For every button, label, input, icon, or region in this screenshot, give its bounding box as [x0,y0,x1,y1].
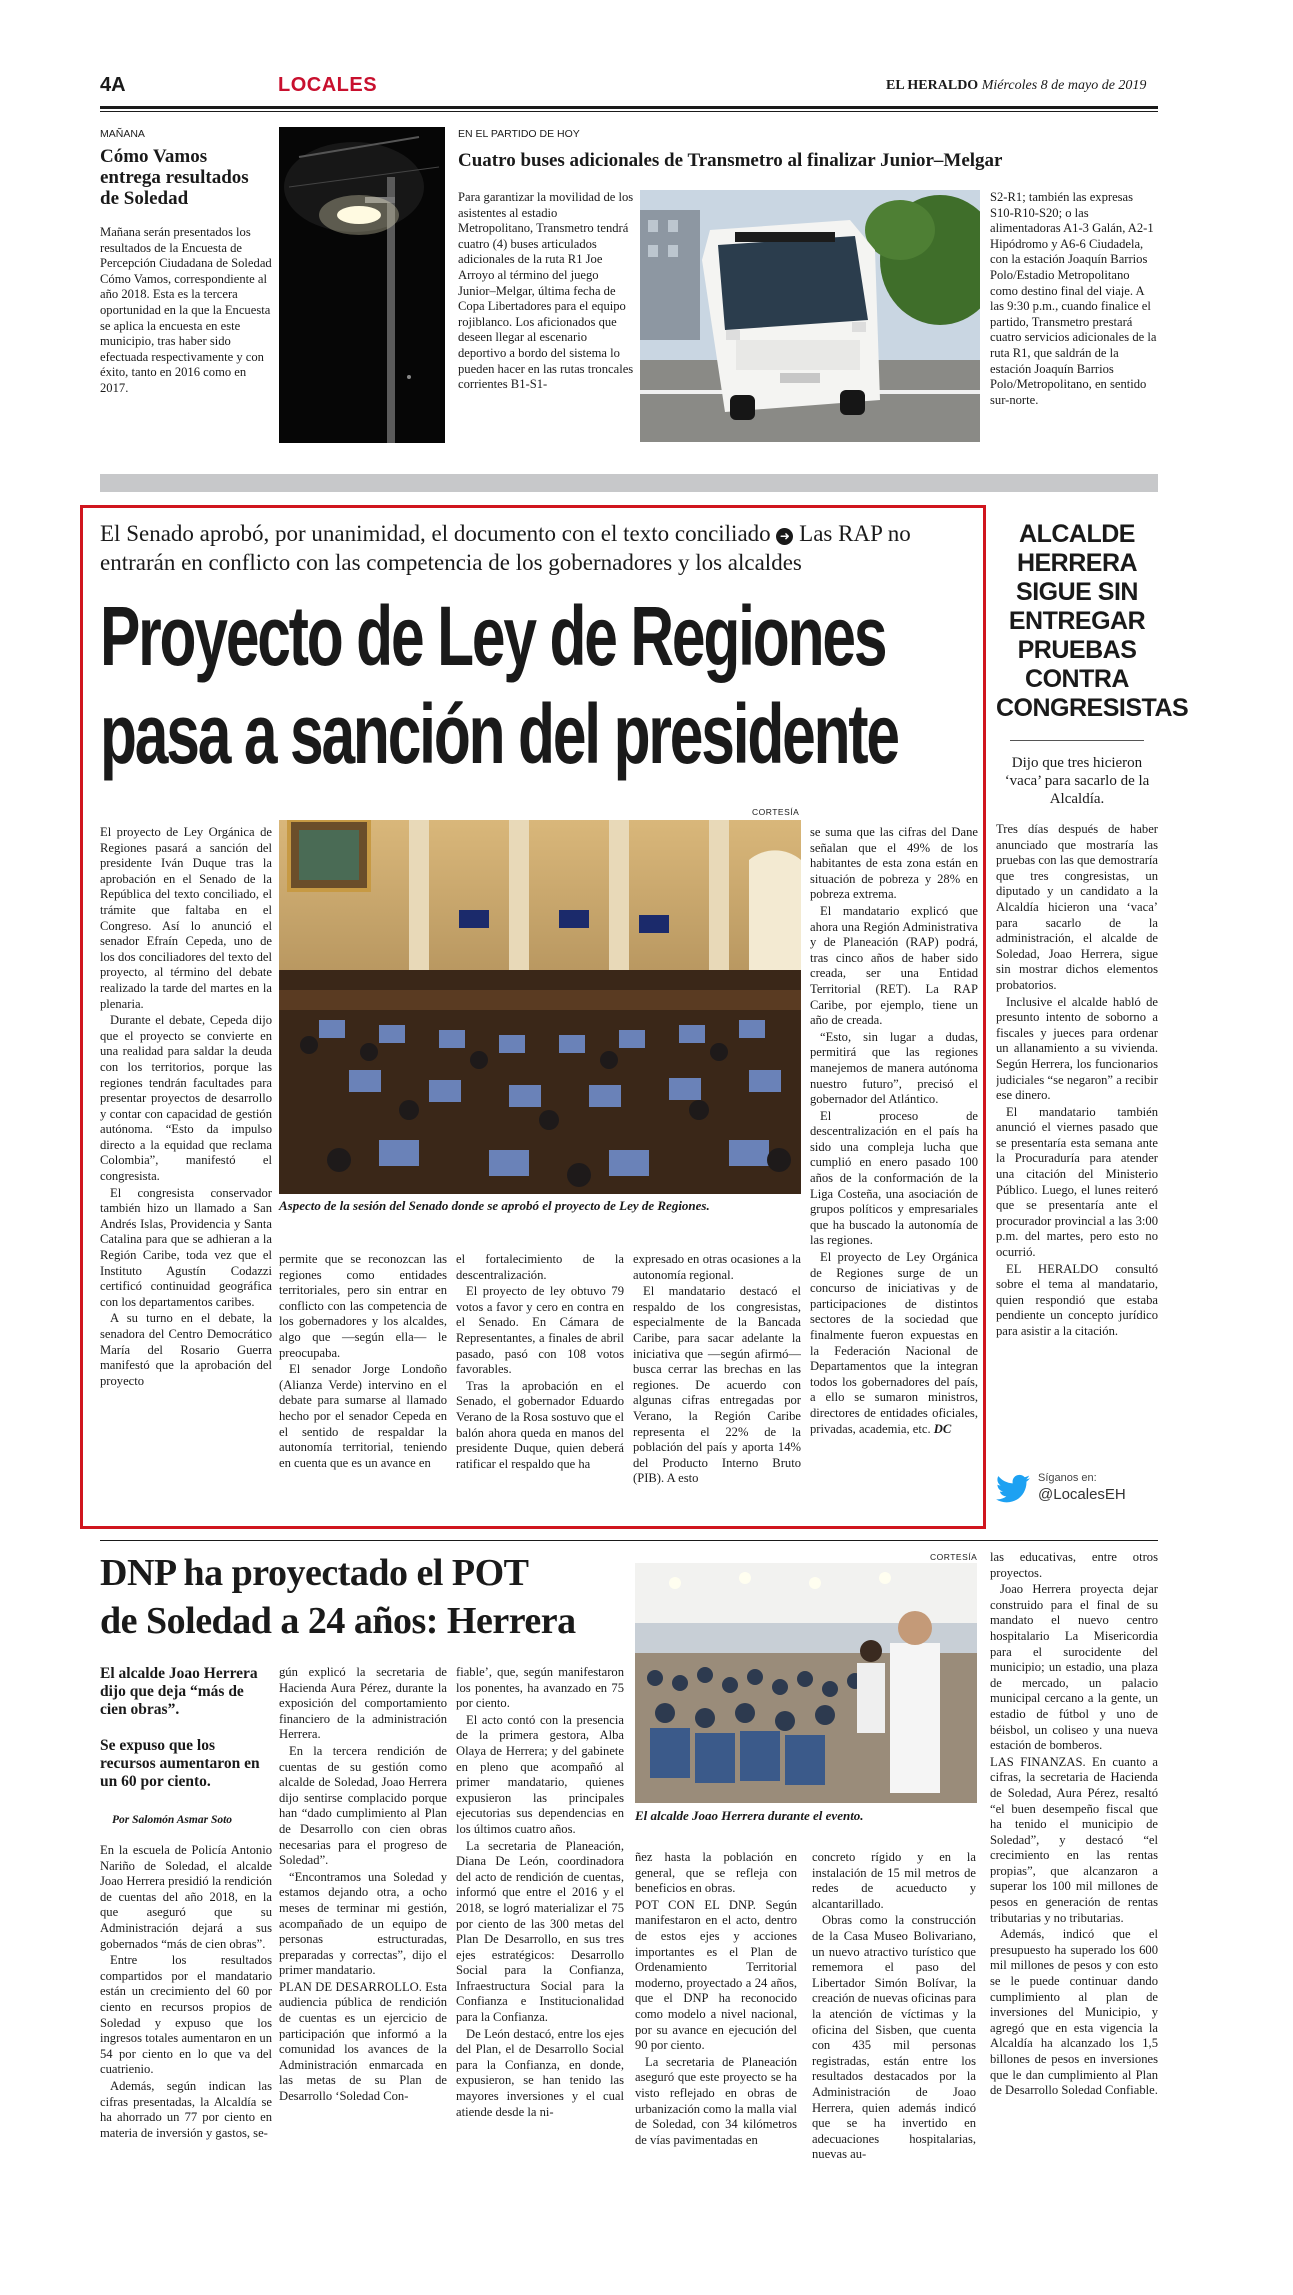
bottom-col5-p2: Obras como la construcción de la Casa Museo Bolivariano, un nuevo atractivo turístico que rememora el paso del Libertador Simón Bolívar, la creación de nuevas oficinas para la atención de víctimas y la oficina del Sisben, que cuenta con 435 mil personas registradas, están entre los resultados destacados por la Administración de Joao Herrera, quien además indicó que se ha invertido en adecuaciones hospitalarias, nuevas au- [812,1913,976,2162]
event-photo [635,1563,977,1803]
main-col5-p5-text: El proyecto de Ley Orgánica de Regiones surge de un concurso de iniciativas y de participaciones de distintos sectores de la sociedad que finalmente fueron expuestas en la Federación Nacional de Departamentos que la integran todos los gobernadores del país, a ello se sumaron ministros, directores de entidades oficiales, privadas, academia, etc. [810,1250,978,1436]
bus-photo [640,190,980,442]
top-story-kicker: EN EL PARTIDO DE HOY [458,128,580,140]
bottom-col1-p2: Entre los resultados compartidos por el mandatario están un crecimiento del 60 por ciento en recursos propios de Soledad y expuso que los ingresos totales aumentaron en un 54 por ciento en lo que va del cuatrienio. [100,1953,272,2077]
side-body-column [996,822,1158,1462]
bottom-subhead-1: El alcalde Joao Herrera dijo que deja “más de cien obras”. [100,1665,258,1718]
twitter-follow[interactable] [996,1470,1158,1510]
bottom-col1-p3: Además, según indican las cifras presentadas, la Alcaldía se ha ahorrado un 77 por ciento en materia de inversión y gastos, se- [100,2078,272,2140]
section-label: LOCALES [278,74,378,96]
main-col2-p1: permite que se reconozcan las regiones como entidades territoriales, pero sin entrar en conflicto con las competencia de los gobernadores y los alcaldes, algo que —según ella— le preocupaba. [279,1252,447,1360]
main-headline-line-1: Proyecto de Ley de Regiones [100,589,886,683]
main-col1-p1: El proyecto de Ley Orgánica de Regiones pasará a sanción del presidente Iván Duque tras la aprobación en el Senado de la República del texto conciliado, el trámite que faltaba en el Congreso. Así lo anunció el senador Efraín Cepeda, uno de los dos conciliadores del texto del proyecto, al término del debate realizado la tarde del martes en la plenaria. [100,825,272,1011]
main-col5-p4: El proceso de descentralización en el país ha sido una compleja lucha que cumplió en enero pasado 100 años de la conformación de la Liga Costeña, una asociación de grupos políticos y empresariales que ha buscado la autonomía de las regiones. [810,1108,978,1248]
side-headline: ALCALDE HERRERA SIGUE SIN ENTREGAR PRUEBAS CONTRA CONGRESISTAS [996,520,1189,722]
bottom-col6-p4: Además, indicó que el presupuesto ha superado los 600 mil millones de pesos y con esto se le puede continuar dando cumplimiento al plan de inversiones del Municipio, y agregó que en esta vigencia la Alcaldía ha alcanzado los 1,5 billones de pesos en inversiones que le dan cumplimiento al Plan de Desarrollo Soledad Confiable. [990,1927,1158,2098]
main-col5-p5 [810,1250,978,1437]
main-photo-caption: Aspecto de la sesión del Senado donde se aprobó el proyecto de Ley de Regiones. [279,1198,710,1213]
bottom-col3-p3: La secretaria de Planeación, Diana De León, coordinadora del acto de rendición de cuentas, informó que entre el 2016 y el 2018, se logró materializar el 75 por ciento de las 300 metas del Plan De Desarrollo, en sus tres ejes estratégicos: Desarrollo Social para la Confianza, Infraestructura Social para la Confianza e Institucionalidad para la Confianza. [456,1838,624,2025]
brief-body: Mañana serán presentados los resultados de la Encuesta de Percepción Ciudadana de Soledad Cómo Vamos, correspondiente al año 2018. Esta es la tercera oportunidad en la que la Encuesta se aplica la encuesta en este municipio, tras haber sido efectuada respectivamente y con éxito, tanto en 2016 como en 2017. [100,225,272,395]
bottom-col3-p4: De León destacó, entre los ejes del Plan, el de Desarrollo Social para la Confianza, en donde, expusieron, se han tenido las mayores inversiones y el cual atiende desde la ni- [456,2026,624,2119]
brief-kicker: MAÑANA [100,128,145,140]
deck-text-2: Las RAP no entrarán en conflicto con las competencia de los gobernadores y los alcaldes [100,521,911,575]
top-story-column-2 [990,190,1158,450]
main-col4-p1: expresado en otras ocasiones a la autonomía regional. [633,1252,801,1282]
page-number: 4A [100,74,126,96]
main-col1-p2: Durante el debate, Cepeda dijo que el proyecto se convierte en una realidad para saldar la deuda con los territorios, porque las regiones tendrán facultades para presentar proyectos de desarrollo y contar con capacidad de gestión autónoma. “Esto da impulso directo a la equidad que reclama Colombia”, manifestó el congresista. [100,1013,272,1184]
issue-date: Miércoles 8 de mayo de 2019 [981,78,1147,93]
bottom-column-6 [990,1550,1158,2265]
brief-body-column [100,225,272,450]
main-col3-p3: Tras la aprobación en el Senado, el gobernador Eduardo Verano de la Rosa sostuvo que el balón ahora queda en manos del presidente Duque, quien deberá ratificar el respaldo que ha [456,1378,624,1471]
main-col3-p2: El proyecto de ley obtuvo 79 votos a favor y cero en contra en el Senado. En Cámara de Representantes, a finales de abril pasado, pasó con 108 votos favorables. [456,1284,624,1377]
main-col1-p3: El congresista conservador también hizo un llamado a San Andrés Islas, Providencia y Santa Catalina para que se adhieran a la Región Caribe, toda vez que el Instituto Agustín Codazzi certificó continuidad geográfica con los departamentos caribes. [100,1185,272,1309]
bottom-col6-p1: las educativas, entre otros proyectos. [990,1550,1158,1580]
gray-divider-band [100,474,1158,492]
main-col3-p1: el fortalecimiento de la descentralización. [456,1252,624,1282]
bottom-column-2 [279,1665,447,2265]
bottom-photo-credit: CORTESÍA [930,1552,978,1562]
bottom-col4-p1: ñez hasta la población en general, que se refleja con beneficios en obras. [635,1850,797,1896]
bottom-col1-p1: En la escuela de Policía Antonio Nariño de Soledad, el alcalde Joao Herrera presidió la rendición de cuentas del año 2018, en la que aseguró que su Administración dejará a sus gobernados “más de cien obras”. [100,1843,272,1951]
bottom-col2-p3: “Encontramos una Soledad y estamos dejando otra, a ocho meses de terminar mi gestión, acompañado de un equipo de personas estructuradas, preparadas y correctas”, dijo el primer mandatario. [279,1869,447,1978]
follow-handle: @LocalesEH [1038,1486,1126,1503]
main-photo-credit: CORTESÍA [752,807,800,817]
bottom-section-rule [100,1540,1158,1541]
bottom-col3-p1: fiable’, que, según manifestaron los ponentes, ha avanzado en 75 por ciento. [456,1665,624,1711]
main-story-deck [100,519,970,577]
main-col5-p2: El mandatario explicó que ahora una Región Administrativa y de Planeación (RAP) podrá, tras cinco años de haber sido creada, ser una Entidad Territorial (RET). La RAP Caribe, por ejemplo, tiene un año de creada. [810,903,978,1028]
top-story-column-1 [458,190,634,450]
main-col1-p4: A su turno en el debate, la senadora del Centro Democrático María del Rosario Guerra manifestó que la aprobación del proyecto [100,1311,272,1388]
main-col4-p2: El mandatario destacó el respaldo de los congresistas, especialmente de la Bancada Caribe, para sacar adelante la iniciativa que —según afirmó— busca cerrar las brechas en las regiones. De acuerdo con algunas cifras entregadas por Verano, la Región Caribe representa el 22% de la población del país y aporta 14% del Producto Interno Bruto (PIB). A esto [633,1284,801,1486]
newspaper-name: EL HERALDO [886,78,979,93]
bottom-col5-p1: concreto rígido y en la instalación de 15 mil metros de redes de acueducto y alcantarillado. [812,1850,976,1911]
bottom-col2-p1: gún explicó la secretaria de Hacienda Aura Pérez, durante la exposición del comportamiento financiero de la administración Herrera. [279,1665,447,1742]
bottom-col3-p2: El acto contó con la presencia de la primera gestora, Alba Olaya de Herrera; y del gabinete en pleno que acompañó al primer mandatario, quienes expusieron las principales ejecutorias sus dependencias en los últimos cuatro años. [456,1712,624,1836]
main-headline-line-2: pasa a sanción del presidente [100,687,898,781]
top-story-body-2: S2-R1; también las expresas S10-R10-S20; o las alimentadoras A1-3 Galán, A2-1 Hipódromo y A6-6 Ciudadela, con la estación Joaquín Barrios Polo/Estadio Metropolitano como destino final del viaje. A las 9:30 p.m., cuando finalice el partido, Transmetro prestará cuatro servicios adicionales de la ruta R1, que saldrán de la estación Joaquín Barrios Polo/Metropolitano, en sentido sur-norte. [990,190,1157,407]
bottom-headline-line-1: DNP ha proyectado el POT [100,1552,529,1594]
main-col5-p1: se suma que las cifras del Dane señalan que el 49% de los habitantes de esta zona están en situación de pobreza y 28% en pobreza extrema. [810,825,978,902]
bottom-column-3 [456,1665,624,2265]
bottom-subhead-2: Se expuso que los recursos aumentaron en un 60 por ciento. [100,1737,260,1790]
masthead [886,78,1146,94]
brief-headline: Cómo Vamos entrega resultados de Soledad [100,146,249,209]
bottom-byline: Por Salomón Asmar Soto [112,1814,233,1826]
header-rule [100,106,1158,109]
deck-text-1: El Senado aprobó, por unanimidad, el documento con el texto conciliado [100,521,771,546]
bottom-col4-p2: POT CON EL DNP. Según manifestaron en el acto, dentro de estos ejes y acciones importantes es el Plan de Ordenamiento Territorial moderno, proyectado a 24 años, que el DNP ha reconocido como modelo a nivel nacional, por su avance en ejecución del 90 por ciento. [635,1897,797,2053]
bottom-photo-caption: El alcalde Joao Herrera durante el evento. [635,1808,864,1823]
main-col5-p3: “Esto, sin lugar a dudas, permitirá que las regiones manejemos de manera autónoma nuestro futuro”, precisó el gobernador del Atlántico. [810,1029,978,1107]
bottom-column-1 [100,1843,272,2263]
main-column-3 [456,1252,624,1512]
bottom-col2-p2: En la tercera rendición de cuentas de su gestión como alcalde de Soledad, Joao Herrera dijo sentirse complacido porque han “dado cumplimiento al Plan de Desarrollo con cien obras necesarias para el progreso de Soledad”. [279,1743,447,1868]
top-story-body-1: Para garantizar la movilidad de los asistentes al estadio Metropolitano, Transmetro tendrá cuatro (4) buses articulados adicionales de la ruta R1 Joe Arroyo al término del juego Junior–Melgar, última fecha de Copa Libertadores para el equipo rojiblanco. Los aficionados que deseen llegar al escenario deportivo a bordo del sistema lo pueden hacer en las rutas troncales corrientes B1-S1- [458,190,634,392]
side-p4: EL HERALDO consultó sobre el tema al mandatario, quien respondió que estaba pendiente un concepto jurídico para asistir a la citación. [996,1261,1158,1338]
main-column-5 [810,825,978,1515]
follow-label: Síganos en: [1038,1472,1097,1484]
bottom-headline-line-2: de Soledad a 24 años: Herrera [100,1600,576,1642]
street-lamp-photo [279,127,445,443]
bottom-column-5 [812,1850,976,2265]
top-story-headline: Cuatro buses adicionales de Transmetro al finalizar Junior–Melgar [458,150,1003,171]
bottom-col2-p4: PLAN DE DESARROLLO. Esta audiencia pública de rendición de cuentas es un ejercicio de participación que informó a la comunidad los avances de la Administración enmarcada en las metas de su Plan de Desarrollo ‘Soledad Con- [279,1979,447,2104]
main-col2-p2: El senador Jorge Londoño (Alianza Verde) intervino en el debate para sumarse al llamado hecho por el senador Cepeda en el sentido de respaldar la autonomía territorial, teniendo en cuenta que es un avance en [279,1362,447,1470]
bottom-column-4 [635,1850,797,2265]
header-rule-thin [100,111,1158,112]
senate-session-photo [279,820,801,1194]
side-headline-rule [1010,740,1144,741]
main-column-1 [100,825,272,1505]
bottom-col4-p3: La secretaria de Planeación aseguró que este proyecto se ha visto reflejado en obras de urbanización como la malla vial de Soledad, con 34 kilómetros de vías pavimentadas en [635,2054,797,2147]
bottom-col6-p3: LAS FINANZAS. En cuanto a cifras, la secretaria de Hacienda de Soledad, Aura Pérez, resaltó “el buen desempeño fiscal que ha tenido el municipio de Soledad”, y destacó “el crecimiento en las rentas propias”, que alcanzaron a superar los 100 mil millones de pesos en generación de rentas tributarias y no tributarias. [990,1754,1158,1925]
bottom-col6-p2: Joao Herrera proyecta dejar construido para el final de su mandato el nuevo centro hospitalario La Misericordia para el surocidente del municipio; un estadio, una plaza de mercado, un palacio municipal cercano a la gente, un estadio de fútbol y uno de béisbol, un coliseo y una nueva estación de bomberos. [990,1582,1158,1753]
side-p1: Tres días después de haber anunciado que mostraría las pruebas con las que demostraría que tres congresistas, un diputado y un candidato a la Alcaldía hicieron una ‘vaca’ para sacarlo de la administración, el alcalde de Soledad, Joao Herrera, sigue sin mostrar dichos elementos probatorios. [996,822,1158,992]
main-column-4 [633,1252,801,1512]
arrow-bullet-icon: ➜ [776,528,793,545]
author-signature: DC [933,1421,952,1436]
side-subhead: Dijo que tres hicieron ‘vaca’ para sacarlo de la Alcaldía. [1004,755,1150,807]
main-column-2 [279,1252,447,1512]
side-p2: Inclusive el alcalde habló de presunto intento de soborno a fiscales y jueces para ordenar un allanamiento a su vivienda. Según Herrera, los funcionarios judiciales “se negaron” a recibir ese dinero. [996,994,1158,1103]
side-p3: El mandatario también anunció el viernes pasado que se presentaría esta semana ante la Procuraduría para atender una citación del Ministerio Público. Luego, el lunes reiteró que se presentaría ante el procurador provincial a las 3:00 p.m. del martes, pero esto no ocurrió. [996,1104,1158,1260]
twitter-bird-icon [996,1474,1030,1504]
